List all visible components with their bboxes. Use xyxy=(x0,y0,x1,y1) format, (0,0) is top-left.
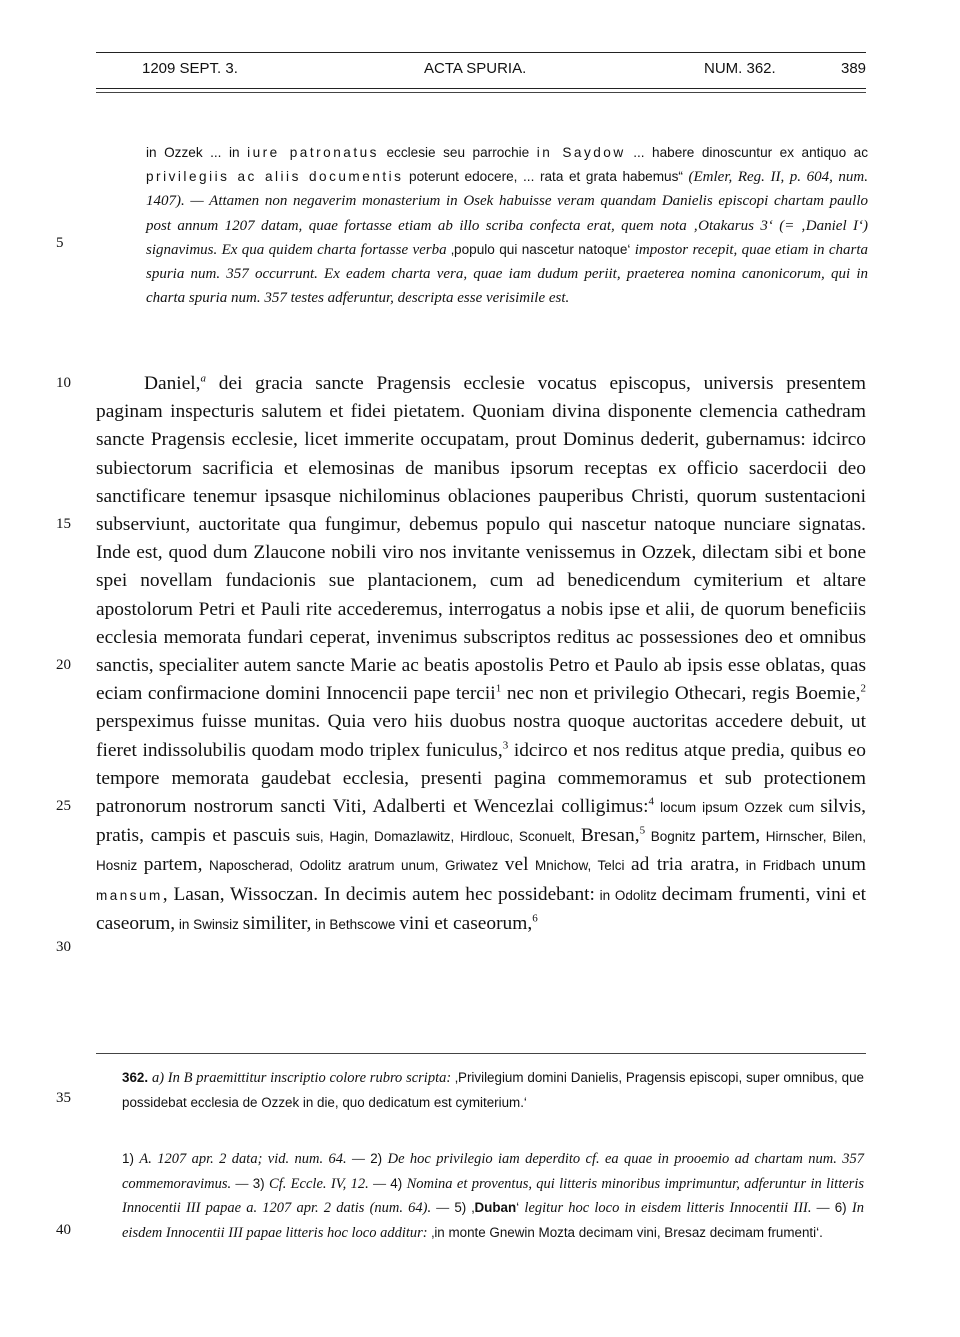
charter-small-type: suis, Hagin, Domazlawitz, Hirdlouc, Sconuelt, xyxy=(290,829,581,845)
charter-text-run: Daniel, xyxy=(144,373,201,394)
footnote-text: ‘ xyxy=(516,1200,525,1215)
charter-small-type: Mnichow, Telci xyxy=(528,858,632,874)
charter-text-run: partem, xyxy=(143,854,203,876)
line-number: 10 xyxy=(56,375,71,391)
footnote-number: 4) xyxy=(390,1175,407,1191)
charter-text-run: vel xyxy=(504,854,529,876)
charter-small-type: locum ipsum Ozzek cum xyxy=(653,800,821,816)
charter-text-run: perspeximus fuisse munitas. Quia vero hiis duobus nostra quoque auctoritas accedere debuit, ut fieret indissolubilis quodam modo triplex funiculus, xyxy=(96,711,866,761)
apparatus-label: In B praemittitur inscriptio colore rubro scripta: xyxy=(164,1070,452,1086)
intro-italic-text: impostor recepit, quae etiam in charta spuria num. 357 occurrunt. Ex eadem charta vera, quae iam dudum periit, praeterea nomina canonicorum, qui in charta spuria num. 357 testes adferuntur, descripta esse verisimile est. xyxy=(146,241,868,307)
intro-text: ... habere dinoscuntur ex antiquo ac xyxy=(625,145,868,160)
line-number: 5 xyxy=(56,235,64,251)
charter-text-run: vini et caseorum, xyxy=(399,912,533,934)
footnote-text: Duban xyxy=(474,1200,517,1215)
footnote-italic-text: In eisdem Innocentii III papae litteris hoc loco additur: xyxy=(122,1200,865,1241)
intro-text: ‚populo qui nascetur natoque‘ xyxy=(451,241,631,257)
footnote-number: 5) ‚ xyxy=(454,1200,475,1215)
line-number: 35 xyxy=(56,1090,71,1106)
intro-text: ecclesie seu parrochie xyxy=(378,145,537,160)
apparatus-mark: a xyxy=(200,372,207,385)
header-collection: ACTA SPURIA. xyxy=(424,60,527,77)
charter-small-type: Naposcherad, Odolitz aratrum unum, Griwatez xyxy=(202,858,505,874)
charter-text-run: , Lasan, Wissoczan. In decimis autem hec possidebant: xyxy=(162,883,595,905)
line-number: 15 xyxy=(56,516,71,532)
footnote-marker: 4 xyxy=(648,795,654,808)
charter-small-type: Hirnscher, Bilen, Hosniz xyxy=(96,829,867,874)
charter-text-run: idcirco et nos reditus atque predia, quibus eo tempore memorata gaudebat ecclesia, presenti pagina commemoramus et sub protectionem patronorum nostrorum sancti Viti, Adalberti et Wencezlai colligimus: xyxy=(96,739,866,818)
footnotes xyxy=(122,1147,864,1245)
charter-text-run: partem, xyxy=(701,825,761,847)
footnote-italic-text: De hoc privilegio iam deperdito cf. ea quae in prooemio ad chartam num. 357 commemoravimus. — xyxy=(122,1151,864,1192)
line-number: 25 xyxy=(56,798,71,814)
intro-text-spaced: privilegiis ac aliis documentis xyxy=(146,169,404,185)
charter-text-run: silvis, pratis, campis et pascuis xyxy=(96,796,866,847)
intro-text-spaced: iure patronatus xyxy=(247,145,379,160)
charter-small-type: in Swinsiz xyxy=(175,916,243,932)
footnote-italic-text: A. 1207 apr. 2 data; vid. num. 64. — xyxy=(139,1151,371,1167)
footnote-text: ‚in monte Gnewin Mozta decimam vini, Bresaz decimam frumenti‘. xyxy=(427,1224,823,1240)
footnote-marker: 1 xyxy=(495,682,502,695)
header-number: NUM. 362. xyxy=(704,60,776,77)
charter-paragraph xyxy=(96,370,866,939)
line-number: 40 xyxy=(56,1222,71,1238)
footnote-italic-text: legitur hoc loco in eisdem litteris Innocentii III. — xyxy=(524,1200,835,1216)
footnote-marker: 3 xyxy=(502,739,509,752)
footnote-number: 1) xyxy=(122,1151,140,1166)
charter-small-type: in Fridbach xyxy=(739,858,822,874)
intro-text-spaced: in Saydow xyxy=(536,145,626,160)
intro-italic-text: (Emler, Reg. II, p. 604, num. 1407). — Attamen non negaverim monasterium in Osek habuisse veram quandam Danielis episcopi chartam paullo post annum 1207 datam, quae fortasse etiam ab illo scriba confecta erat, quem nota ‚Otakarus 3‘ (= ‚Daniel I‘) signavimus. Ex qua quidem charta fortasse verba xyxy=(146,169,868,258)
charter-text xyxy=(96,370,866,939)
footnote-rule xyxy=(96,1053,866,1054)
charter-small-type: mansum xyxy=(96,887,163,903)
footnote-number: 2) xyxy=(370,1151,388,1166)
charter-small-type: in Odolitz xyxy=(594,887,662,903)
running-head xyxy=(96,60,866,84)
charter-text-run: unum xyxy=(821,854,866,876)
apparatus-number: 362. xyxy=(122,1070,149,1085)
intro-text: poterunt edocere, ... rata et grata habemus“ xyxy=(403,169,689,185)
apparatus-mark: a) xyxy=(151,1070,165,1086)
footnote-number: 3) xyxy=(252,1175,270,1191)
charter-text-run: Bresan, xyxy=(580,825,640,847)
critical-apparatus xyxy=(122,1066,864,1114)
charter-text-run: decimam frumenti, vini et caseorum, xyxy=(96,883,866,934)
footnote-number: 6) xyxy=(834,1200,852,1215)
charter-small-type: in Bethscowe xyxy=(311,916,400,932)
apparatus-text: ‚Privilegium domini Danielis, Pragensis episcopi, super omnibus, que possidebat ecclesia de Ozzek in die, quo dedicatum est cymiterium.‘ xyxy=(122,1070,864,1110)
intro-commentary xyxy=(146,141,868,310)
header-top-rule xyxy=(96,52,866,53)
charter-text-run: dei gracia sancte Pragensis ecclesie vocatus episcopus, universis presentem paginam inspecturis salutem et fidei pietatem. Quoniam divina disponente clemencia cathedram sancte Pragensis ecclesie, licet immerite occupatam, prout Dominus dederit, gubernamus: idcirco subiectorum sacrificia et elemosinas de manibus ipsorum receptas ex officio sacerdocii deo sanctificare tenemur ipsasque nichilominus oblaciones pauperibus Christi, quorum sustentacioni subserviunt, auctoritate qua fungimur, debemus populo qui nascetur natoque nunciare signatas. Inde est, quod dum Zlaucone nobili viro nos invitante venissemus in Ozzek, dilectam sibi et bone spei novellam fundacionis sue plantacionem, cum ad benedicendum cymiterium et altare apostolorum Petri et Pauli rite accederemus, interrogatus a nobis ipse et alii, de quorum beneficiis ecclesia memorata fundari ceperat, invenimus subscriptos reditus ac possessiones deo et omnibus sanctis, specialiter autem sancte Marie ac beatis apostolis Petro et Paulo ab ipsis esse oblatas, quas eciam confirmacione domini Innocencii pape tercii xyxy=(96,373,866,705)
footnote-marker: 5 xyxy=(639,824,646,837)
header-date: 1209 SEPT. 3. xyxy=(142,60,238,77)
footnote-italic-text: Cf. Eccle. IV, 12. — xyxy=(269,1175,391,1192)
line-number: 30 xyxy=(56,939,71,955)
footnote-marker: 2 xyxy=(860,682,867,695)
header-bottom-rule-thin xyxy=(96,92,866,93)
charter-text-run: similiter, xyxy=(242,912,312,934)
header-bottom-rule xyxy=(96,88,866,89)
footnote-marker: 6 xyxy=(532,912,538,925)
charter-small-type: Bognitz xyxy=(645,829,702,845)
charter-text-run: ad tria aratra, xyxy=(631,854,740,876)
intro-text: in Ozzek ... in xyxy=(146,145,248,160)
line-number: 20 xyxy=(56,657,71,673)
footnote-italic-text: Nomina et proventus, qui litteris minoribus imprimuntur, adferuntur in litteris Innocentii III papae a. 1207 apr. 2 datis (num. 64). — xyxy=(122,1175,864,1216)
header-page-number: 389 xyxy=(841,60,867,77)
charter-text-run: nec non et privilegio Othecari, regis Boemie, xyxy=(501,683,861,705)
